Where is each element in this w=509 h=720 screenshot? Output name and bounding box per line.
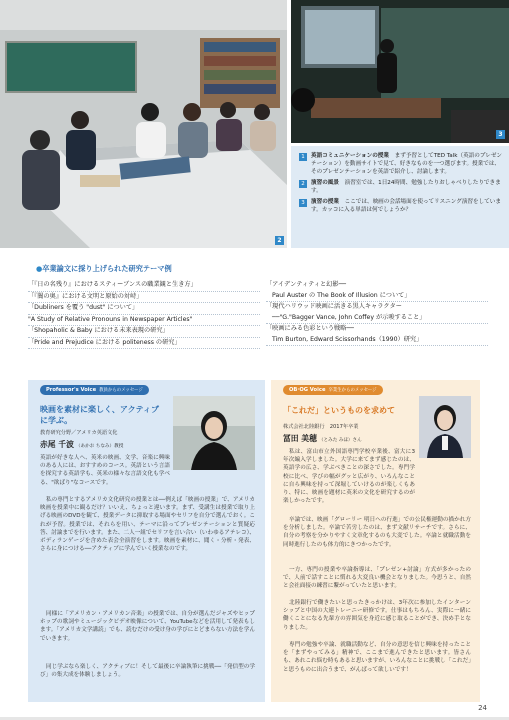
lecture-photo-illustration	[291, 0, 509, 143]
og-name: 冨田 美穂 （とみた みほ）さん	[283, 434, 362, 443]
theme-list-right	[266, 280, 488, 346]
lecture-photo	[291, 0, 509, 143]
professor-name: 赤尾 千波 （あかお ちなみ）教授	[40, 440, 124, 449]
professor-paragraph: 同様に「アメリカン・アメリカン音楽」の授業では、自分が選んだジャズやヒップホップの歌詞やミュージックビデオ映像について、YouTubeなどを活用して発表もします。「アメリカ文学講読」でも、読むだけの受け身の学びにとどまらない方法を学んでいきます。	[40, 611, 255, 642]
theme-item: ──"G."Bagger Vance, John Coffey が示唆すること」	[266, 313, 488, 325]
og-paragraph: 私は、富山市立外国語専門学校卒業後、富大に3年次編入学しました。大学に来てまず感じたのは、英語学の広さ、学ぶべきことの深さでした。専門学校に比べ、学びの幅がグッと広がり、いろんなことに自ら興味を持って深堀していけるのが楽しくもあり、特に、映画を題材に英米の文化を研究するのが楽しかったです。	[283, 449, 415, 505]
professor-voice-card	[28, 380, 265, 702]
professor-paragraph: 英語が好きな人へ、英米の映画、文学、音楽に興味のある人には、おすすめのコース。英語という言語を探究する英語学も、英米の様々な言語文化も学べる、"欲ばり"なコースです。	[40, 455, 170, 486]
theme-item: 「アイデンティティと幻影──	[266, 281, 347, 288]
theme-item: 「Dubliners を覆う "dust" について」	[28, 303, 260, 315]
photo-number-badge: 2	[275, 236, 284, 245]
caption-number: 3	[299, 199, 307, 207]
theme-section-heading: ●卒業論文に採り上げられた研究テーマ例	[36, 264, 172, 273]
caption-number: 2	[299, 180, 307, 188]
caption-text	[311, 179, 503, 195]
theme-item: 「Pride and Prejudice における politeness の研究」	[28, 338, 260, 350]
theme-item: 「映画にみる色彩という戦略──	[266, 325, 354, 332]
caption-body: ここでは、映画の会話場面を使ってリスニング演習をしています。カッコに入る単語は何でしょうか？	[311, 199, 501, 213]
og-voice-card	[271, 380, 480, 702]
theme-item: 「『闇の奥』における文明と原始の対峙」	[28, 292, 260, 304]
professor-portrait-illustration	[173, 396, 255, 470]
caption-title: 演習の授業	[311, 199, 339, 205]
theme-item: 「現代ハリウッド映画に活きる黒人キャラクター	[266, 303, 402, 310]
og-paragraph: 専門の勉強や卒論、就職活動など、自分の意思を信じ興味を持ったことを「まずやってみる」精神で、ここまで進んできたと思います。皆さんも、あれこれ悩む時もあると思いますが、いろんなことに挑戦し「これだ」と思うものに出合うまで、がんばって欲しいです！	[283, 642, 471, 673]
theme-list-left	[28, 280, 260, 349]
caption-text	[311, 198, 503, 214]
caption-item	[299, 198, 503, 214]
og-affiliation: 株式会社北陸銀行 2017年卒業	[283, 424, 359, 430]
caption-title: 英語コミュニケーションの授業	[311, 153, 389, 159]
og-voice-tag: OB·OG Voice 卒業生からのメッセージ	[283, 385, 383, 395]
og-paragraph: 卒論では、映画「グローリー 明日への行進」での公民権運動の描かれ方を分析しました。卒論で苦労したのは、まず文献リサーチです。さらに、自分の考察を分かりやすく文章化するのも大変でした。卒論と就職活動を同時進行したのも体力的にきつかったです。	[283, 517, 471, 548]
og-portrait	[419, 396, 471, 458]
caption-item	[299, 179, 503, 195]
theme-item: "A Study of Relative Pronouns in Newspaper Articles"	[28, 315, 260, 327]
photo-captions	[291, 146, 509, 248]
professor-voice-tag: Professor's Voice 教員からのメッセージ	[40, 385, 149, 395]
classroom-photo-illustration	[0, 0, 287, 248]
theme-item: Tim Burton, Edward Scissorhands（1990）研究」	[266, 335, 488, 347]
caption-text	[311, 152, 503, 176]
photo-number-badge: 3	[496, 130, 505, 139]
caption-body: 演習室では、1日24時間、勉強したりおしゃべりしたりできます。	[311, 180, 501, 194]
professor-voice-title: 映画を素材に楽しく、アクティブに学ぶ。	[40, 405, 159, 425]
caption-body: まず予習としてTED Talk（英語のプレゼンテーション）を動画サイトで見て、好きなものを一つ選びます。授業では、そのプレゼンテーションを英語で紹介し、討論します。	[311, 153, 503, 175]
professor-affiliation: 教育研究分野／アメリカ英語文化	[40, 430, 118, 436]
caption-title: 演習の風景	[311, 180, 339, 186]
bullet-icon: ●	[36, 264, 43, 273]
classroom-photo	[0, 0, 287, 248]
caption-item	[299, 152, 503, 176]
theme-item: 「『日の名残り』におけるスティーブンスの職業観と生き方」	[28, 280, 260, 292]
caption-number: 1	[299, 153, 307, 161]
professor-paragraph: 同じ学ぶなら楽しく、アクティブに！そして最後に卒論執筆に挑戦──「発信型の学び」の集大成を体験しましょう。	[40, 664, 255, 679]
og-portrait-illustration	[419, 396, 471, 458]
professor-paragraph: 私の専門とするアメリカ文化研究の授業とは──例えば「映画の授業」で、アメリカ映画を授業中に観るだけ？いいえ、ちょっと違います。まず、受講生は授業で取り上げる映画のDVDを観て、授業データに抑取する場面やセリフを自分で選んでおく。これが予習。授業では、それらを用い、テーマに沿ってプレゼンテーションと質疑応答、討論までを行います。また、二人一組でセリフを言い合い（いわゆるアテレコ）、ボディランゲージを含めた表会全演習をします。映画を素材に、聞く・分析・発表、さらに身につける──アクティブに学んでいく授業なのです。	[40, 497, 255, 553]
og-voice-title: 「これだ」というものを求めて	[283, 406, 395, 415]
page-number: 24	[478, 704, 487, 712]
theme-item: 「Shopaholic & Baby における未来表現の研究」	[28, 326, 260, 338]
og-paragraph: 一方、専門の授業や卒論指導は、「プレゼン+討論」方式が多かったので、人前で話すことに慣れる大変良い機会となりました。今思うと、自然と会社面接の練習に繋がっていたと思います。	[283, 567, 471, 590]
professor-portrait	[173, 396, 255, 470]
theme-item: Paul Auster の The Book of Illusion について」	[266, 291, 488, 303]
og-paragraph: 北陸銀行で働きたいと思ったきっかけは、3年次に参加したインターンシップと中国の大連トレーニー研修です。仕事はもちろん、実際に一緒に働くことになる先輩方の雰囲気を身近に感じ取ることができ、決め手となりました。	[283, 600, 471, 631]
